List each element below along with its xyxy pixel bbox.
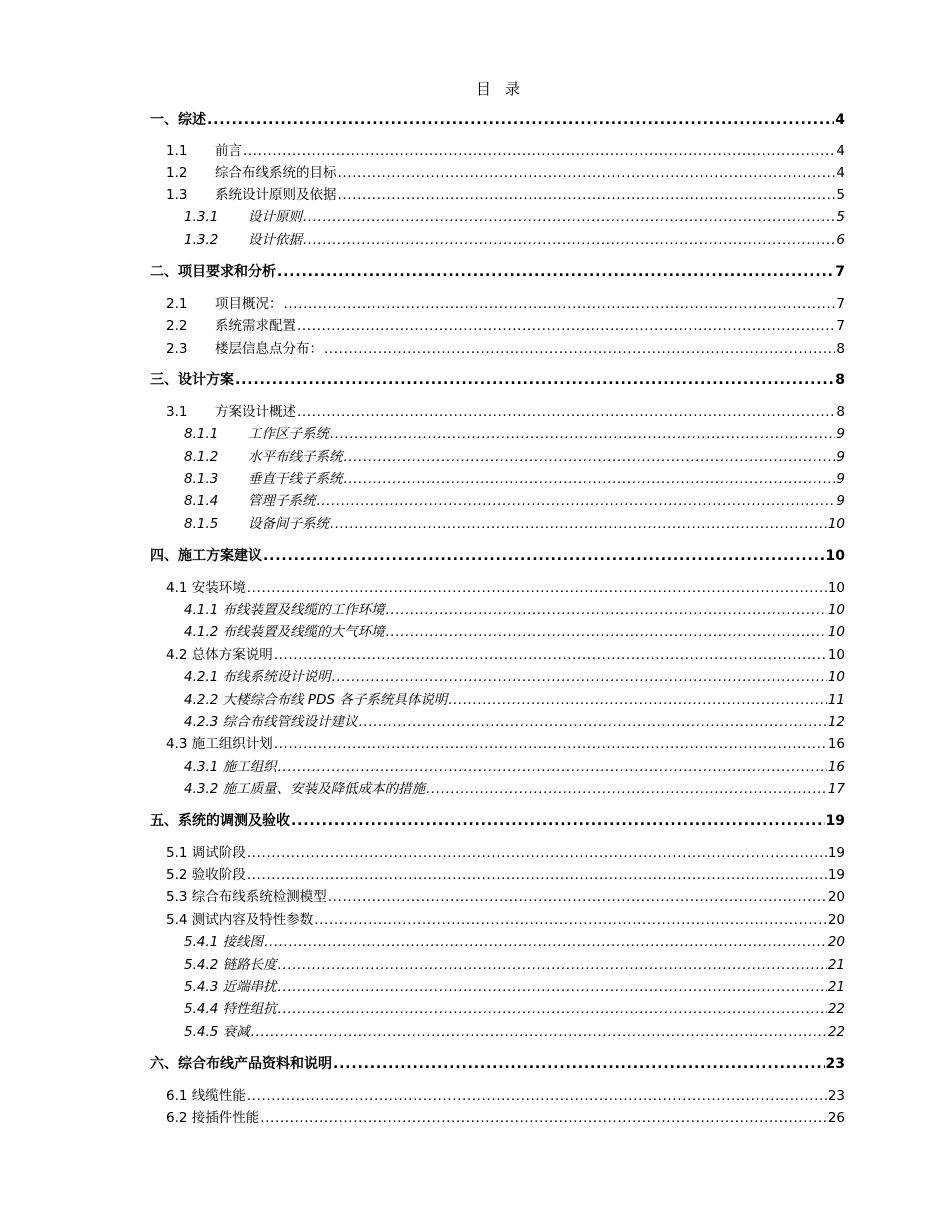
dot-leader: [317, 492, 836, 510]
toc-entry-label: 工作区子系统: [248, 426, 329, 442]
toc-entry-page-number: 21: [827, 979, 845, 995]
toc-entry-label: 4.2 总体方案说明: [166, 647, 273, 663]
dot-leader: [291, 812, 825, 830]
toc-entry[interactable]: [166, 866, 845, 884]
toc-entry[interactable]: [184, 515, 845, 533]
dot-leader: [386, 623, 827, 641]
toc-entry[interactable]: [150, 263, 845, 281]
toc-entry-label: 5.1 调试阶段: [166, 845, 246, 861]
toc-entry[interactable]: [184, 425, 845, 443]
toc-entry[interactable]: [150, 1055, 845, 1073]
toc-entry-page-number: 10: [827, 602, 845, 618]
toc-entry[interactable]: [150, 371, 845, 389]
toc-entry-label: 楼层信息点分布：: [215, 341, 323, 357]
toc-entry-label: 五、系统的调测及验收: [150, 813, 290, 829]
toc-entry-label: 管理子系统: [248, 493, 316, 509]
toc-entry-label: 5.4.4 特性组抗: [184, 1001, 277, 1017]
dot-leader: [359, 713, 827, 731]
toc-entry[interactable]: [166, 1087, 845, 1105]
toc-entry-label: 5.4 测试内容及特性参数: [166, 912, 314, 928]
dot-leader: [297, 317, 835, 335]
toc-entry-label: 设计原则: [248, 209, 302, 225]
toc-entry[interactable]: [184, 470, 845, 488]
toc-entry[interactable]: [184, 713, 845, 731]
toc-entry[interactable]: [166, 911, 845, 929]
toc-entry[interactable]: [184, 601, 845, 619]
dot-leader: [314, 911, 827, 929]
dot-leader: [338, 164, 836, 182]
toc-entry-page-number: 8: [836, 404, 845, 420]
toc-entry-page-number: 19: [825, 813, 845, 829]
toc-entry-label: 5.4.2 链路长度: [184, 957, 277, 973]
toc-entry[interactable]: [150, 812, 845, 830]
toc-entry[interactable]: [184, 623, 845, 641]
toc-entry-number: 1.3.2: [184, 232, 219, 248]
toc-entry[interactable]: [166, 317, 845, 335]
dot-leader: [426, 780, 827, 798]
toc-entry-label: 6.2 接插件性能: [166, 1110, 260, 1126]
toc-entry-page-number: 26: [827, 1110, 845, 1126]
toc-entry-label: 项目概况：: [215, 296, 283, 312]
toc-entry-page-number: 8: [835, 372, 845, 388]
toc-entry-page-number: 10: [825, 548, 845, 564]
toc-entry-label: 六、综合布线产品资料和说明: [150, 1056, 332, 1072]
dot-leader: [274, 735, 827, 753]
toc-title-left: 目: [475, 80, 491, 98]
toc-entry-label: 一、综述: [150, 112, 206, 128]
toc-entry[interactable]: [184, 691, 845, 709]
toc-entry-label: 5.4.1 接线图: [184, 934, 264, 950]
toc-entry-label: 系统需求配置: [215, 318, 296, 334]
toc-entry[interactable]: [184, 956, 845, 974]
dot-leader: [344, 470, 836, 488]
toc-entry[interactable]: [166, 164, 845, 182]
toc-entry-label: 三、设计方案: [150, 372, 234, 388]
toc-entry-page-number: 19: [827, 867, 845, 883]
dot-leader: [324, 340, 835, 358]
dot-leader: [207, 111, 834, 129]
toc-entry-label: 4.3 施工组织计划: [166, 736, 273, 752]
toc-title: [0, 78, 950, 99]
toc-entry-label: 4.1.2 布线装置及线缆的大气环境: [184, 624, 385, 640]
toc-entry-label: 4.2.2 大楼综合布线 PDS 各子系统具体说明: [184, 692, 448, 708]
dot-leader: [333, 1055, 825, 1073]
dot-leader: [247, 579, 827, 597]
toc-entry-page-number: 22: [827, 1001, 845, 1017]
toc-entry-page-number: 7: [836, 296, 845, 312]
toc-entry[interactable]: [166, 186, 845, 204]
toc-entry-number: 1.3.1: [184, 209, 219, 225]
dot-leader: [264, 933, 827, 951]
toc-entry-label: 4.2.3 综合布线管线设计建议: [184, 714, 358, 730]
toc-entry-page-number: 10: [827, 647, 845, 663]
toc-entry[interactable]: [184, 978, 845, 996]
toc-entry-page-number: 7: [836, 318, 845, 334]
dot-leader: [274, 646, 827, 664]
dot-leader: [278, 1000, 827, 1018]
toc-entry[interactable]: [166, 340, 845, 358]
dot-leader: [284, 295, 836, 313]
toc-entry-label: 设备间子系统: [248, 516, 329, 532]
dot-leader: [330, 425, 835, 443]
toc-entry-page-number: 16: [827, 736, 845, 752]
toc-entry-page-number: 19: [827, 845, 845, 861]
dot-leader: [278, 956, 827, 974]
toc-entry-number: 1.1: [166, 143, 188, 159]
toc-entry-label: 系统设计原则及依据: [215, 187, 337, 203]
toc-entry[interactable]: [166, 579, 845, 597]
toc-entry-page-number: 22: [827, 1024, 845, 1040]
dot-leader: [330, 515, 827, 533]
toc-entry-number: 1.2: [166, 165, 188, 181]
toc-entry[interactable]: [166, 403, 845, 421]
toc-entry[interactable]: [166, 844, 845, 862]
toc-entry[interactable]: [150, 111, 845, 129]
toc-entry-page-number: 9: [836, 493, 845, 509]
dot-leader: [260, 1109, 827, 1127]
toc-entry-number: 8.1.2: [184, 449, 219, 465]
toc-entry-page-number: 10: [827, 516, 845, 532]
toc-entry-page-number: 10: [827, 624, 845, 640]
toc-entry-page-number: 11: [827, 692, 845, 708]
toc-entry-page-number: 8: [836, 341, 845, 357]
toc-entry-label: 综合布线系统的目标: [215, 165, 337, 181]
toc-entry[interactable]: [166, 1109, 845, 1127]
toc-entry-page-number: 9: [836, 449, 845, 465]
toc-entry-page-number: 9: [836, 426, 845, 442]
toc-entry[interactable]: [184, 933, 845, 951]
toc-entry-label: 方案设计概述: [215, 404, 296, 420]
toc-entry[interactable]: [184, 231, 845, 249]
dot-leader: [247, 1087, 827, 1105]
toc-entry-page-number: 20: [827, 889, 845, 905]
toc-entry[interactable]: [166, 295, 845, 313]
toc-entry-number: 1.3: [166, 187, 188, 203]
toc-entry[interactable]: [184, 208, 845, 226]
toc-entry-label: 垂直干线子系统: [248, 471, 343, 487]
dot-leader: [277, 263, 834, 281]
dot-leader: [332, 668, 827, 686]
dot-leader: [251, 1023, 827, 1041]
toc-entry[interactable]: [184, 448, 845, 466]
toc-entry-label: 前言: [215, 143, 242, 159]
dot-leader: [297, 403, 835, 421]
toc-entry-label: 5.2 验收阶段: [166, 867, 246, 883]
toc-entry-page-number: 5: [836, 187, 845, 203]
toc-entry-label: 6.1 线缆性能: [166, 1088, 246, 1104]
toc-entry[interactable]: [184, 1000, 845, 1018]
toc-entry-number: 2.1: [166, 296, 188, 312]
dot-leader: [235, 371, 834, 389]
dot-leader: [278, 978, 827, 996]
dot-leader: [386, 601, 827, 619]
toc-entry-page-number: 6: [836, 232, 845, 248]
toc-entry-label: 4.3.1 施工组织: [184, 759, 277, 775]
toc-entry[interactable]: [184, 492, 845, 510]
toc-entry-label: 5.3 综合布线系统检测模型: [166, 889, 327, 905]
dot-leader: [247, 844, 827, 862]
dot-leader: [303, 208, 835, 226]
toc-title-right: 录: [505, 80, 521, 98]
toc-entry-page-number: 10: [827, 580, 845, 596]
dot-leader: [344, 448, 836, 466]
toc-entry-label: 5.4.3 近端串扰: [184, 979, 277, 995]
toc-entry-page-number: 5: [836, 209, 845, 225]
toc-entry-page-number: 7: [835, 264, 845, 280]
toc-entry-page-number: 4: [835, 112, 845, 128]
dot-leader: [247, 866, 827, 884]
toc-entry-page-number: 10: [827, 669, 845, 685]
toc-entry-number: 8.1.3: [184, 471, 219, 487]
toc-entry-number: 8.1.4: [184, 493, 219, 509]
dot-leader: [263, 547, 825, 565]
toc-entry-label: 4.2.1 布线系统设计说明: [184, 669, 331, 685]
toc-entry-label: 二、项目要求和分析: [150, 264, 276, 280]
toc-entry-label: 4.1.1 布线装置及线缆的工作环境: [184, 602, 385, 618]
toc-entry-page-number: 23: [827, 1088, 845, 1104]
toc-entry-label: 设计依据: [248, 232, 302, 248]
toc-entry-number: 2.3: [166, 341, 188, 357]
toc-entry-label: 水平布线子系统: [248, 449, 343, 465]
toc-entry-page-number: 23: [825, 1056, 845, 1072]
toc-entry-label: 四、施工方案建议: [150, 548, 262, 564]
toc-entry-page-number: 20: [827, 934, 845, 950]
toc-entry[interactable]: [166, 888, 845, 906]
toc-entry[interactable]: [150, 547, 845, 565]
dot-leader: [243, 142, 835, 160]
toc-entry-page-number: 21: [827, 957, 845, 973]
toc-entry[interactable]: [184, 758, 845, 776]
dot-leader: [328, 888, 827, 906]
toc-entry-page-number: 9: [836, 471, 845, 487]
toc-entry-page-number: 4: [836, 165, 845, 181]
toc-entry-label: 5.4.5 衰减: [184, 1024, 250, 1040]
dot-leader: [303, 231, 835, 249]
toc-entry[interactable]: [184, 780, 845, 798]
toc-entry-number: 8.1.1: [184, 426, 219, 442]
toc-entry[interactable]: [166, 142, 845, 160]
toc-entry[interactable]: [184, 668, 845, 686]
toc-entry-number: 2.2: [166, 318, 188, 334]
toc-entry-label: 4.1 安装环境: [166, 580, 246, 596]
toc-entry-page-number: 4: [836, 143, 845, 159]
toc-entry[interactable]: [166, 646, 845, 664]
toc-entry-page-number: 17: [827, 781, 845, 797]
dot-leader: [448, 691, 826, 709]
toc-entry-page-number: 20: [827, 912, 845, 928]
toc-entry[interactable]: [166, 735, 845, 753]
toc-entry-label: 4.3.2 施工质量、安装及降低成本的措施: [184, 781, 426, 797]
toc-entry-page-number: 16: [827, 759, 845, 775]
toc-entry-number: 3.1: [166, 404, 188, 420]
dot-leader: [338, 186, 836, 204]
toc-entry[interactable]: [184, 1023, 845, 1041]
toc-entry-number: 8.1.5: [184, 516, 219, 532]
toc-entry-page-number: 12: [827, 714, 845, 730]
dot-leader: [278, 758, 827, 776]
